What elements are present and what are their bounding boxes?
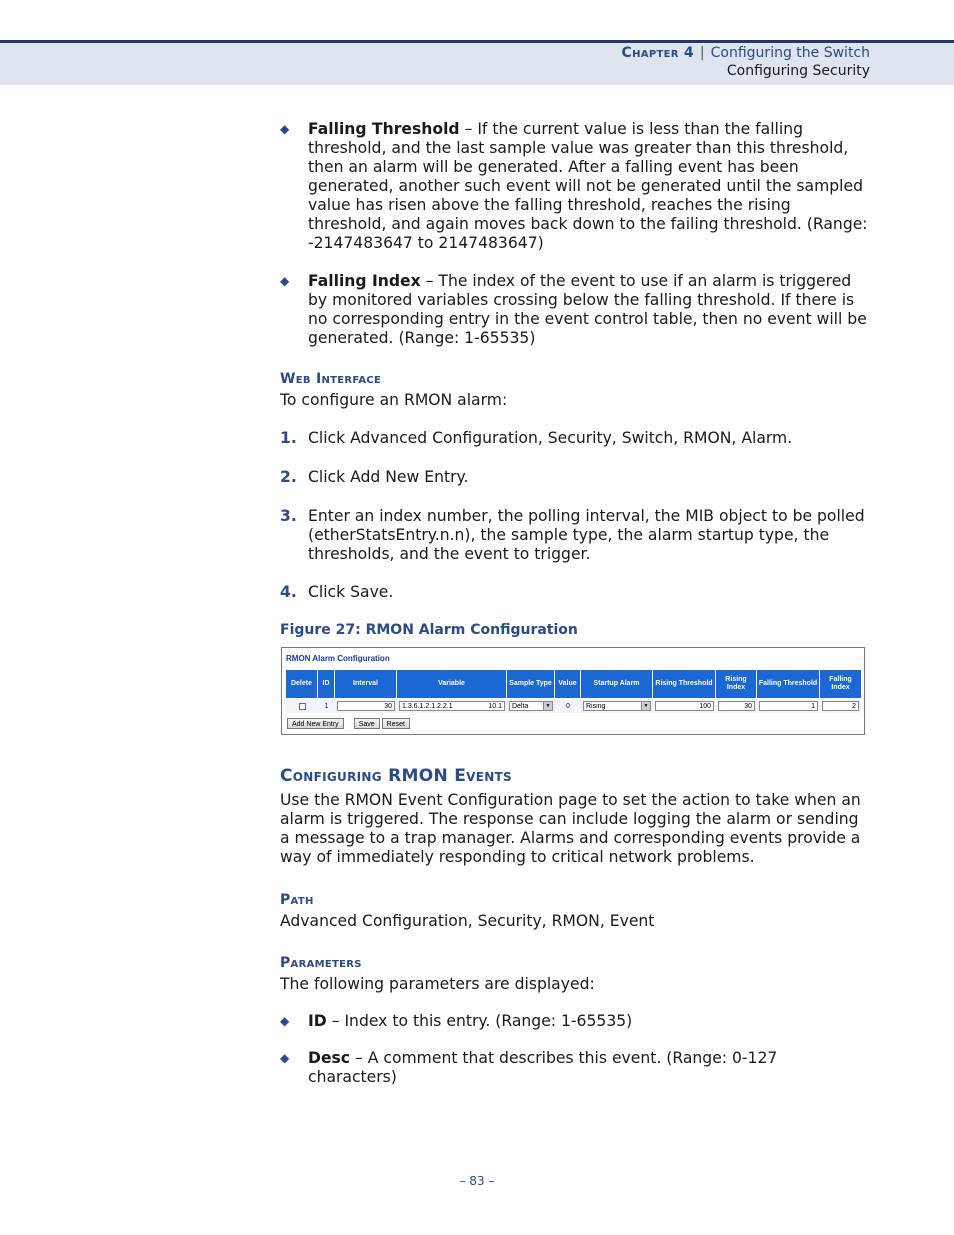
step-number: 4. xyxy=(280,583,297,601)
bullet-term: Falling Threshold xyxy=(308,120,460,138)
column-header: Interval xyxy=(335,670,397,698)
chapter-label: Chapter 4 xyxy=(621,45,694,61)
bullet-term: Desc xyxy=(308,1049,351,1067)
step-text: Click Add New Entry. xyxy=(308,468,469,486)
column-header: Delete xyxy=(286,670,318,698)
bullet-text: – Index to this entry. (Range: 1-65535) xyxy=(326,1012,633,1030)
bullet-term: ID xyxy=(308,1012,327,1030)
parameters-heading: Parameters xyxy=(280,955,362,971)
column-header: Falling Index xyxy=(820,670,861,698)
section-title: Configuring Security xyxy=(726,63,870,79)
web-interface-heading: Web Interface xyxy=(280,371,382,387)
panel-title: RMON Alarm Configuration xyxy=(286,654,390,663)
step-text: Enter an index number, the polling interval, the MIB object to be polled (etherStatsEntry.n.n), the sample type, the alarm startup type, the thresholds, and the event to trigger. xyxy=(308,507,865,563)
bullet-falling-threshold xyxy=(280,120,870,253)
page-body xyxy=(280,120,870,639)
column-header: Value xyxy=(555,670,581,698)
events-section xyxy=(280,766,870,1087)
row-value: 0 xyxy=(566,702,570,710)
startup-alarm-select[interactable] xyxy=(583,701,651,711)
step-number: 3. xyxy=(280,507,297,525)
bullet-term: Falling Index xyxy=(308,272,421,290)
column-header: Startup Alarm xyxy=(581,670,653,698)
table-header-row xyxy=(286,670,861,698)
delete-checkbox[interactable] xyxy=(299,703,306,710)
diamond-bullet-icon: ◆ xyxy=(280,1014,290,1028)
step-text: Click Advanced Configuration, Security, Switch, RMON, Alarm. xyxy=(308,429,793,447)
step-number: 2. xyxy=(280,468,297,486)
step-2 xyxy=(280,468,870,487)
figure-caption: Figure 27: RMON Alarm Configuration xyxy=(280,622,578,638)
sample-type-value: Delta xyxy=(512,703,529,710)
step-3 xyxy=(280,507,870,564)
chapter-title: Configuring the Switch xyxy=(710,45,870,61)
diamond-bullet-icon: ◆ xyxy=(280,1051,290,1065)
variable-oid: 1.3.6.1.2.1.2.2.1 xyxy=(402,703,453,710)
row-id: 1 xyxy=(324,702,329,710)
step-1 xyxy=(280,429,870,448)
events-heading: Configuring RMON Events xyxy=(280,766,512,786)
column-header: ID xyxy=(318,670,335,698)
column-header: Variable xyxy=(397,670,507,698)
figure-buttons xyxy=(287,718,410,729)
bullet-text: – A comment that describes this event. (Range: 0-127 characters) xyxy=(308,1049,778,1086)
path-heading: Path xyxy=(280,892,314,908)
variable-input[interactable] xyxy=(399,701,505,711)
chevron-down-icon: ▼ xyxy=(641,702,650,710)
running-header xyxy=(622,45,870,61)
bullet-text: – If the current value is less than the falling threshold, and the last sample value was greater than this threshold, then an alarm will be generated. After a falling event has been generated, another such event will not be generated until the sampled value has risen above the falling threshold, reaches the rising threshold, and again moves back down to the failing threshold. (Range: -2147483647 to 2147483647) xyxy=(308,120,868,252)
step-number: 1. xyxy=(280,429,297,447)
save-button[interactable]: Save xyxy=(354,718,380,729)
events-body: Use the RMON Event Configuration page to set the action to take when an alarm is triggered. The response can include logging the alarm or sending a message to a trap manager. Alarms and corresponding events provide a way of immediately responding to critical network problems. xyxy=(280,791,861,866)
step-4 xyxy=(280,583,870,602)
falling-index-input[interactable]: 2 xyxy=(822,701,859,711)
web-interface-intro: To configure an RMON alarm: xyxy=(280,391,508,409)
diamond-bullet-icon: ◆ xyxy=(280,122,290,136)
diamond-bullet-icon: ◆ xyxy=(280,274,290,288)
bullet-id xyxy=(280,1012,870,1031)
chevron-down-icon: ▼ xyxy=(543,702,552,710)
bullet-text: – The index of the event to use if an alarm is triggered by monitored variables crossing below the falling threshold. If there is no corresponding entry in the event control table, then no event will be generated. (Range: 1-65535) xyxy=(308,272,867,347)
interval-input[interactable]: 30 xyxy=(337,701,395,711)
variable-suffix: 10.1 xyxy=(488,703,502,710)
bullet-desc xyxy=(280,1049,870,1087)
path-text: Advanced Configuration, Security, RMON, Event xyxy=(280,912,655,930)
page-number: – 83 – xyxy=(459,1174,495,1188)
table-row xyxy=(286,699,861,713)
rising-index-input[interactable]: 30 xyxy=(718,701,755,711)
column-header: Rising Threshold xyxy=(653,670,716,698)
rising-threshold-input[interactable]: 100 xyxy=(655,701,714,711)
startup-alarm-value: Rising xyxy=(586,703,606,710)
falling-threshold-input[interactable]: 1 xyxy=(759,701,818,711)
parameters-intro: The following parameters are displayed: xyxy=(280,975,595,993)
bullet-falling-index xyxy=(280,272,870,348)
column-header: Sample Type xyxy=(507,670,555,698)
add-new-entry-button[interactable]: Add New Entry xyxy=(287,718,344,729)
rmon-alarm-figure xyxy=(281,647,865,735)
reset-button[interactable]: Reset xyxy=(382,718,410,729)
step-text: Click Save. xyxy=(308,583,394,601)
column-header: Falling Threshold xyxy=(757,670,820,698)
sample-type-select[interactable] xyxy=(509,701,553,711)
column-header: Rising Index xyxy=(716,670,757,698)
header-separator: | xyxy=(699,45,705,61)
